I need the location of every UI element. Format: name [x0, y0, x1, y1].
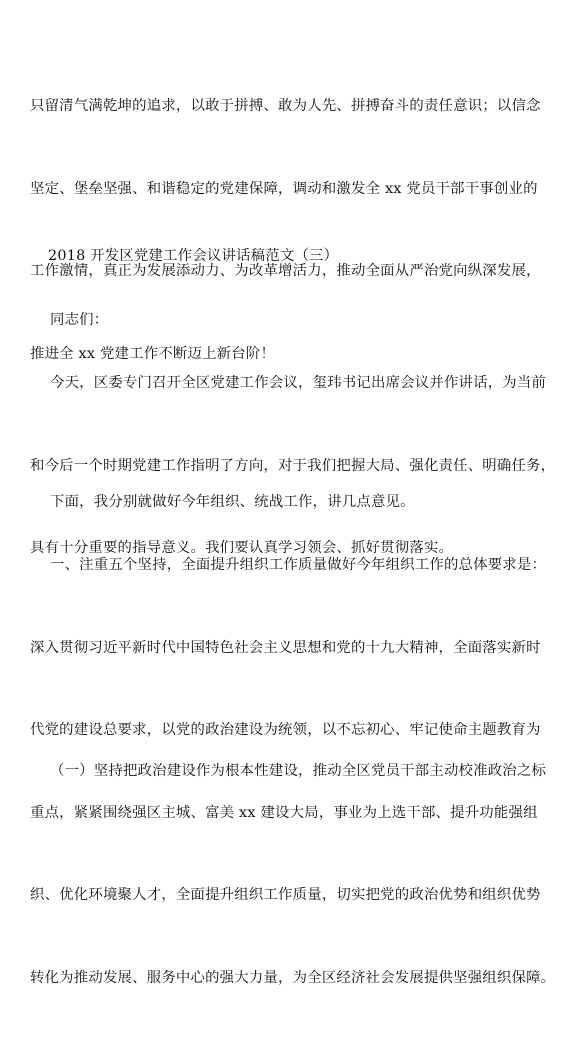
- text-line: 只留清气满乾坤的追求，以敢于拼搏、敢为人先、拼搏奋斗的责任意识；以信念: [30, 98, 541, 114]
- text-line: 工作激情，真正为发展添动力、为改革增活力，推动全面从严治党向纵深发展，: [30, 263, 541, 279]
- text-line: （一）坚持把政治建设作为根本性建设，推动全区党员干部主动校准政治之标: [50, 763, 547, 779]
- text-line: 推进全 xx 党建工作不断迈上新台阶！: [30, 345, 276, 362]
- text-line: 转化为推动发展、服务中心的强大力量，为全区经济社会发展提供坚强组织保障。: [30, 969, 556, 986]
- title-text: 2018 开发区党建工作会议讲话稿范文（三）: [48, 248, 339, 264]
- text-line: 一、注重五个坚持，全面提升组织工作质量做好今年组织工作的总体要求是：: [50, 557, 547, 573]
- text-line: 代党的建设总要求，以党的政治建设为统领，以不忘初心、牢记使命主题教育为: [30, 722, 541, 738]
- text-line: 下面，我分别就做好今年组织、统战工作，讲几点意见。: [50, 494, 415, 510]
- text-line: 具有十分重要的指导意义。我们要认真学习领会、抓好贯彻落实。: [30, 540, 454, 556]
- salutation-text: 同志们：: [50, 312, 109, 328]
- text-line: 重点，紧紧围绕强区主城、富美 xx 建设大局，事业为上选干部、提升功能强组: [30, 804, 538, 821]
- text-line: 织、优化环境聚人才，全面提升组织工作质量，切实把党的政治优势和组织优势: [30, 887, 541, 903]
- text-line: 今天，区委专门召开全区党建工作会议，玺玮书记出席会议并作讲话，为当前: [50, 375, 547, 391]
- paragraph-subsection: [30, 703, 550, 841]
- text-line: 坚定、堡垒坚强、和谐稳定的党建保障，调动和激发全 xx 党员干部干事创业的: [30, 180, 538, 197]
- text-line: 深入贯彻习近平新时代中国特色社会主义思想和党的十九大精神，全面落实新时: [30, 639, 541, 656]
- text-line: 和今后一个时期党建工作指明了方向，对于我们把握大局、强化责任、明确任务，: [30, 457, 556, 474]
